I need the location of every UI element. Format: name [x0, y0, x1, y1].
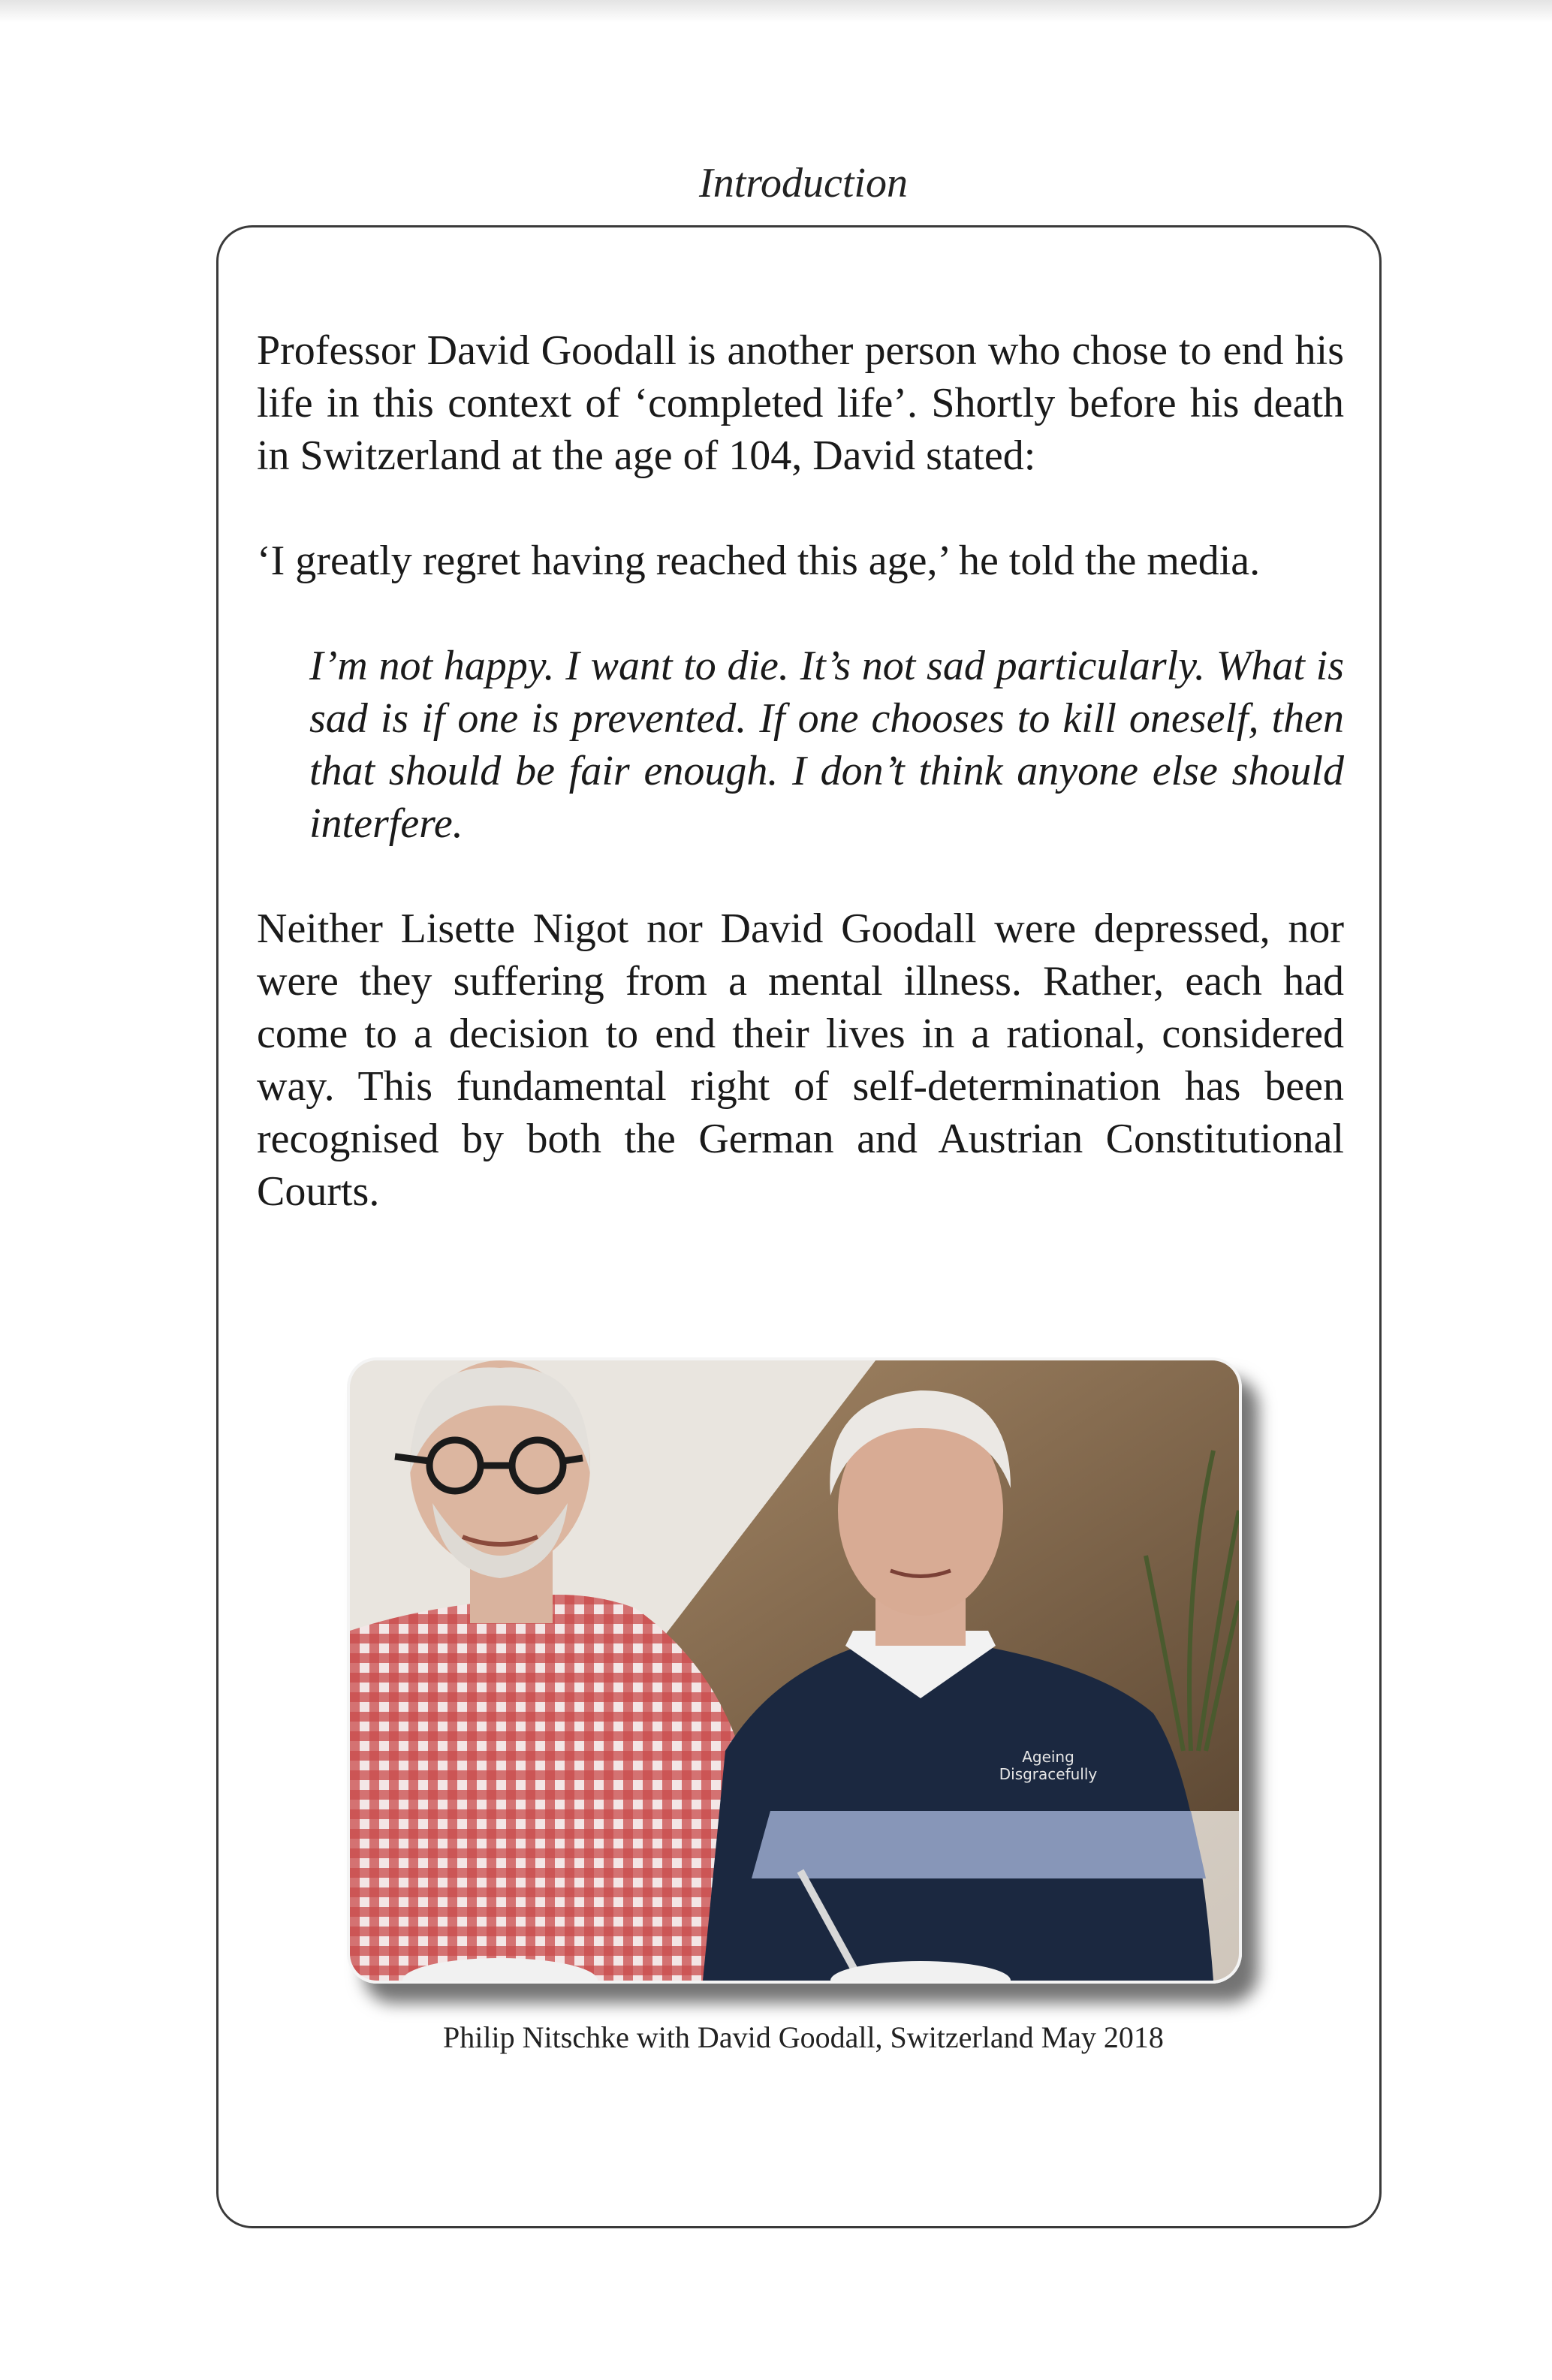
photo	[347, 1357, 1242, 1984]
photo-sweater-text-2: Disgracefully	[999, 1765, 1098, 1783]
block-quote: I’m not happy. I want to die. It’s not sad particularly. What is sad is if one is prevented. If one chooses to kill oneself, then that should be fair enough. I don’t think anyone else should interfere.	[309, 643, 1344, 847]
paragraph-intro: Professor David Goodall is another person who chose to end his life in this context of ‘completed life’. Shortly before his death in Switzerland at the age of 104, David stated:	[257, 327, 1344, 479]
page-top-shadow	[0, 0, 1552, 23]
paragraph-media-quote: ‘I greatly regret having reached this age,’ he told the media.	[257, 538, 1261, 584]
photo-sweater-text-1: Ageing	[1022, 1748, 1074, 1766]
photo-plaid-shirt	[350, 1595, 740, 1981]
running-head: Introduction	[699, 160, 908, 206]
photo-sweater-stripe	[752, 1811, 1206, 1878]
body-text	[257, 324, 1344, 1270]
photo-caption: Philip Nitschke with David Goodall, Switzerland May 2018	[443, 2020, 1164, 2054]
paragraph-conclusion: Neither Lisette Nigot nor David Goodall were depressed, nor were they suffering from a mental illness. Rather, each had come to a decision to end their lives in a rational, considered way. This fundamental right of self-determination has been recognised by both the German and Austrian Constitutional Courts.	[257, 905, 1344, 1215]
